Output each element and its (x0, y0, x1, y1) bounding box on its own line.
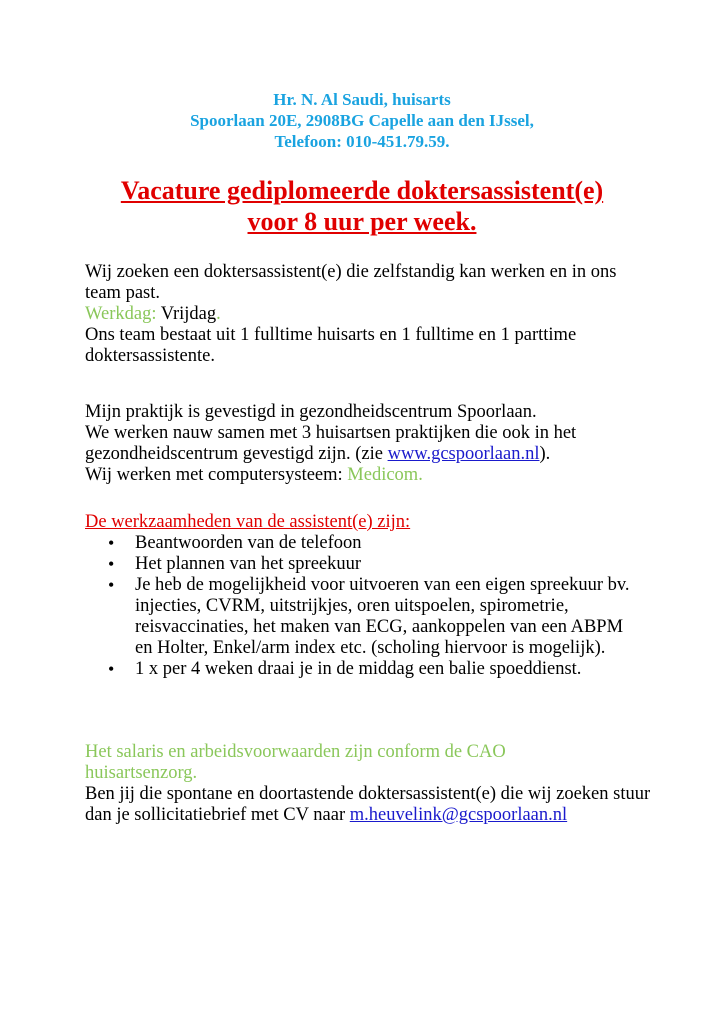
practice-section (85, 402, 685, 486)
task-item: • Je heb de mogelijkheid voor uitvoeren van een eigen spreekuur bv. injecties, CVRM, uitstrijkjes, oren uitspoelen, spirometrie, reisvaccinaties, het maken van ECG, aankoppelen van een ABPM en Holter, Enkel/arm index etc. (scholing hiervoor is mogelijk). (85, 575, 645, 659)
cooperation-text: We werken nauw samen met 3 huisartsen praktijken die ook in het gezondheidscentrum gevestigd zijn. (zie (85, 423, 577, 464)
vacancy-title (0, 175, 724, 237)
vacancy-title-line1: Vacature gediplomeerde doktersassistent(e) (120, 176, 604, 205)
practice-cooperation (85, 423, 655, 465)
system-name: Medicom. (347, 465, 423, 485)
workday-label: Werkdag: (85, 304, 157, 324)
task-item: • 1 x per 4 weken draai je in de middag een balie spoeddienst. (85, 659, 685, 680)
practice-location: Mijn praktijk is gevestigd in gezondheidscentrum Spoorlaan. (85, 402, 537, 422)
apply-text: Ben jij die spontane en doortastende doktersassistent(e) die wij zoeken stuur dan je sollicitatiebrief met CV naar (85, 784, 651, 825)
team-paragraph: Ons team bestaat uit 1 fulltime huisarts en 1 fulltime en 1 parttime doktersassistente. (85, 325, 577, 366)
vacancy-title-line2: voor 8 uur per week. (247, 207, 477, 236)
salary-paragraph: Het salaris en arbeidsvoorwaarden zijn conform de CAO huisartsenzorg. (85, 742, 506, 783)
system-line (85, 465, 685, 486)
cooperation-end: ). (539, 444, 551, 464)
practice-header (0, 89, 724, 152)
closing-section (85, 742, 665, 826)
tasks-heading: De werkzaamheden van de assistent(e) zijn: (85, 512, 411, 532)
task-item: • Het plannen van het spreekuur (85, 554, 685, 575)
tasks-list (85, 533, 685, 680)
tasks-section (85, 512, 685, 680)
apply-paragraph (85, 784, 665, 826)
doctor-name: Hr. N. Al Saudi, huisarts (273, 90, 451, 109)
workday-line (85, 304, 685, 325)
system-label: Wij werken met computersysteem: (85, 465, 348, 485)
task-item: • Beantwoorden van de telefoon (85, 533, 685, 554)
website-link[interactable]: www.gcspoorlaan.nl (387, 444, 540, 464)
workday-value: Vrijdag (156, 304, 217, 324)
intro-section (85, 262, 685, 367)
practice-phone: Telefoon: 010-451.79.59. (274, 132, 450, 151)
email-link[interactable]: m.heuvelink@gcspoorlaan.nl (349, 805, 568, 825)
practice-address: Spoorlaan 20E, 2908BG Capelle aan den IJssel, (190, 111, 534, 130)
workday-dot: . (216, 304, 221, 324)
intro-paragraph: Wij zoeken een doktersassistent(e) die zelfstandig kan werken en in ons team past. (85, 262, 617, 303)
